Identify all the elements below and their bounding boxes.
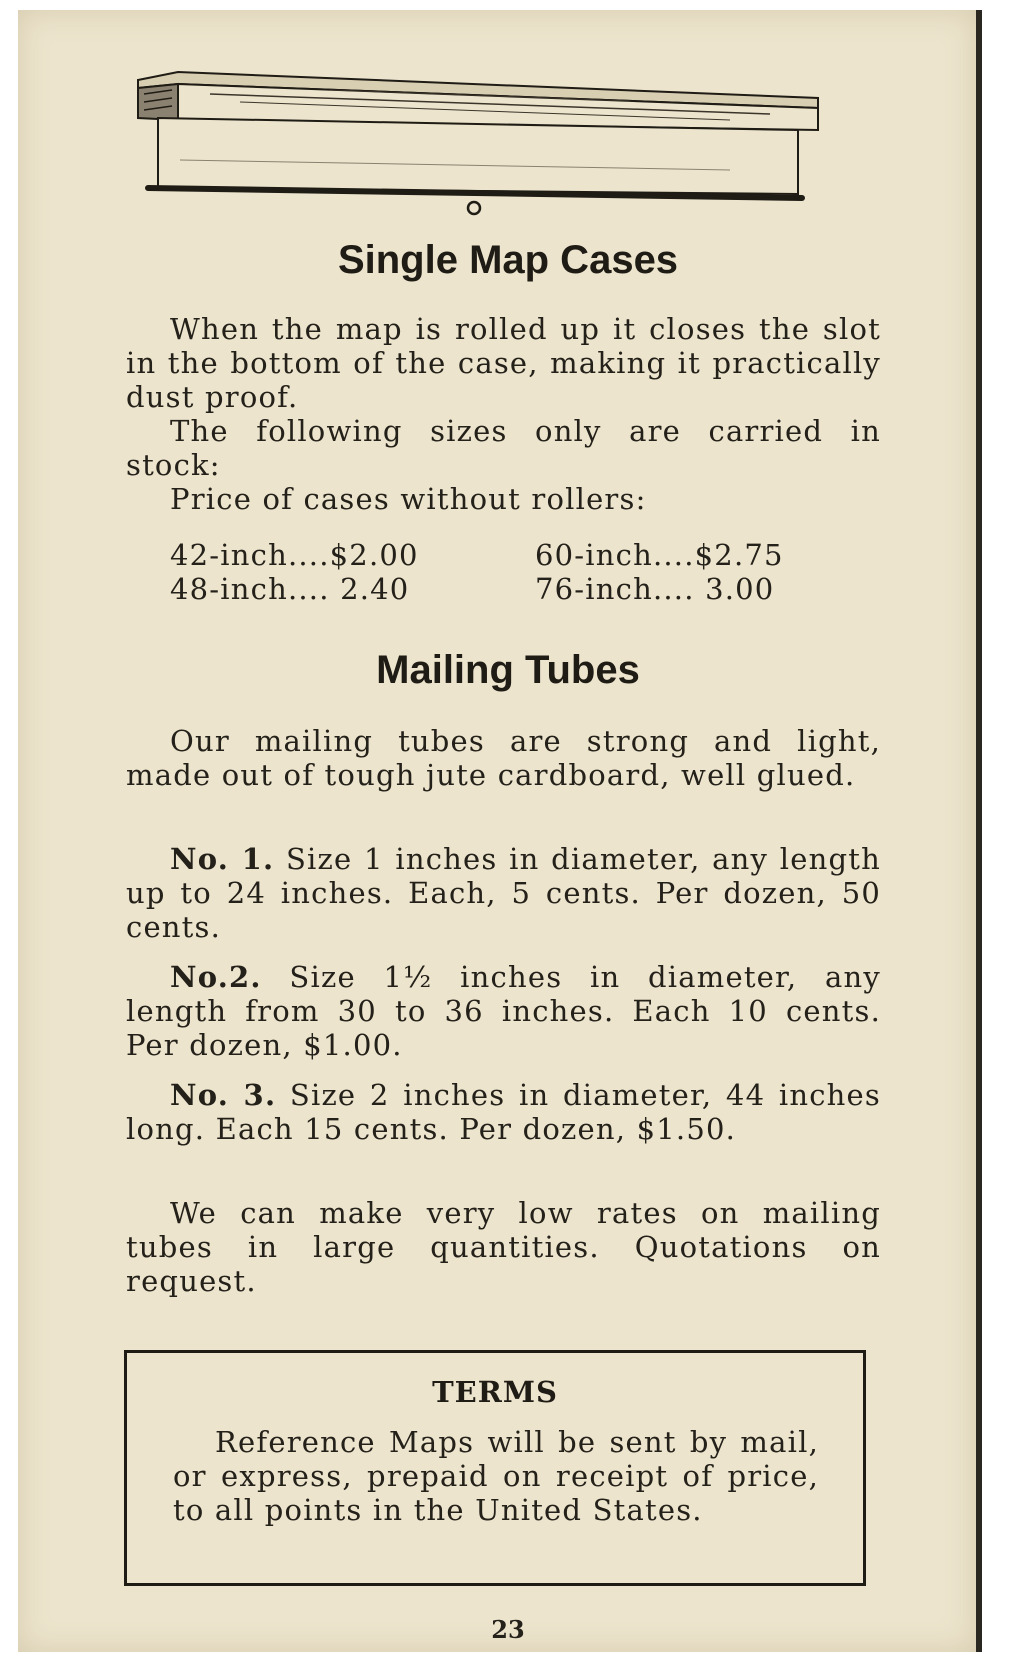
single-map-cases-description: When the map is rolled up it closes the slot in the bottom of the case, making it practically dust proof. — [126, 312, 881, 414]
price-intro: Price of cases without rollers: — [170, 482, 647, 516]
mailing-tubes-closing: We can make very low rates on mailing tubes in large quantities. Quotations on request. — [126, 1196, 881, 1298]
tube-item-number: No.2. — [170, 960, 262, 994]
terms-title: TERMS — [432, 1375, 558, 1409]
stock-sizes-note: The following sizes only are carried in stock: — [126, 414, 881, 482]
price-entry: 42-inch....$2.00 — [170, 538, 419, 572]
tube-item-text: Size 1½ inches in diameter, any length from 30 to 36 inches. Each 10 cents. Per dozen, $1.00. — [126, 960, 881, 1062]
tube-item-text: Size 1 inches in diameter, any length up to 24 inches. Each, 5 cents. Per dozen, 50 cents. — [126, 842, 882, 944]
price-row — [170, 538, 900, 572]
terms-box — [124, 1350, 866, 1586]
price-entry: 60-inch....$2.75 — [535, 538, 784, 572]
tube-item-no1 — [126, 842, 881, 944]
tube-item-number: No. 3. — [170, 1078, 277, 1112]
price-table — [170, 538, 900, 606]
tube-item-text: Size 2 inches in diameter, 44 inches long. Each 15 cents. Per dozen, $1.50. — [126, 1078, 881, 1146]
tube-item-no3 — [126, 1078, 881, 1146]
map-case-illustration — [130, 60, 890, 220]
price-entry: 48-inch.... 2.40 — [170, 572, 410, 606]
single-map-cases-heading: Single Map Cases — [337, 238, 679, 282]
terms-text: Reference Maps will be sent by mail, or express, prepaid on receipt of price, to all points in the United States. — [173, 1425, 819, 1527]
price-row — [170, 572, 900, 606]
mailing-tubes-heading: Mailing Tubes — [376, 648, 640, 692]
mailing-tubes-intro: Our mailing tubes are strong and light, made out of tough jute cardboard, well glued. — [126, 724, 881, 792]
tube-item-no2 — [126, 960, 881, 1062]
page-number: 23 — [491, 1615, 525, 1644]
price-entry: 76-inch.... 3.00 — [535, 572, 775, 606]
tube-item-number: No. 1. — [170, 842, 275, 876]
